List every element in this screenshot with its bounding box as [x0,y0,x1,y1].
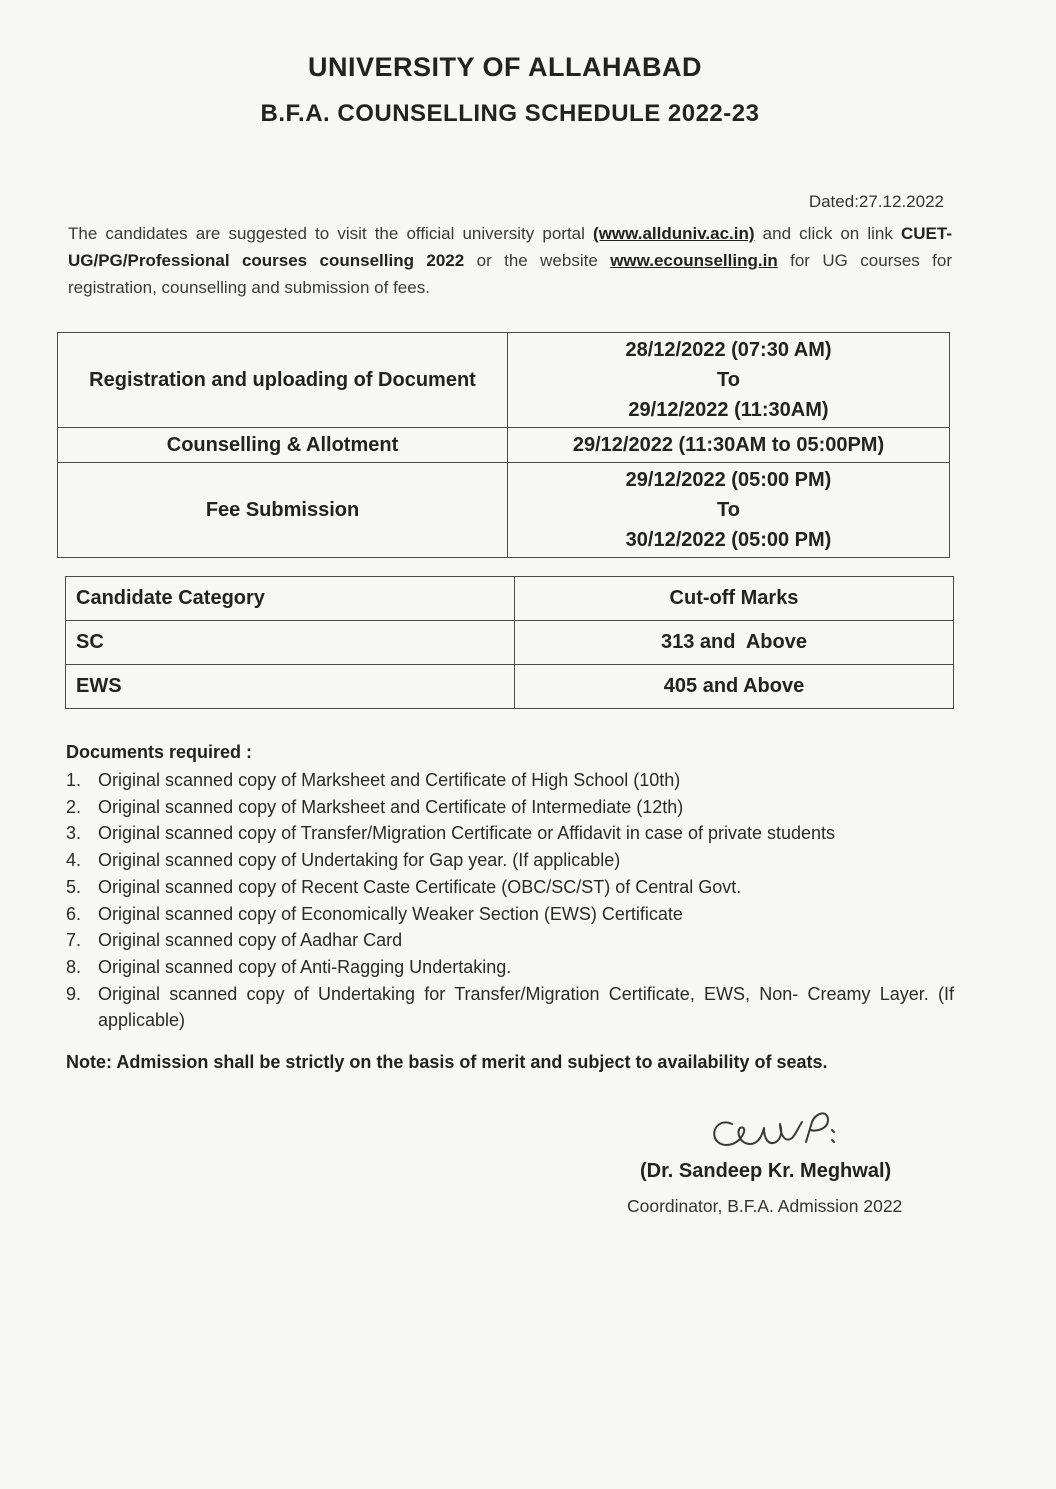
item-text: Original scanned copy of Anti-Ragging Undertaking. [98,956,512,977]
schedule-activity-label: Fee Submission [205,499,360,521]
documents-heading: Documents required : [66,742,253,762]
category-cell: EWS [66,665,515,709]
item-text: Original scanned copy of Economically Weaker Section (EWS) Certificate [98,903,683,924]
schedule-activity [58,463,508,558]
list-item [66,981,954,1034]
intro-text-2: and click on link [754,224,901,243]
counselling-link-name: CUET-UG/PG/Professional courses counselling 2022 [68,224,952,270]
item-number: 7. [66,930,82,951]
item-text: Original scanned copy of Aadhar Card [98,930,403,951]
schedule-row [58,333,950,428]
item-text: Original scanned copy of Recent Caste Certificate (OBC/SC/ST) of Central Govt. [98,876,742,897]
item-text: Original scanned copy of Undertaking for Transfer/Migration Certificate, EWS, Non- Creamy Layer. (If applicable) [98,983,954,1031]
list-item [66,874,954,901]
schedule-from: 29/12/2022 (05:00 PM) [625,469,832,491]
documents-list [66,767,954,1034]
item-number: 5. [66,876,82,897]
admission-note: Note: Admission shall be strictly on the basis of merit and subject to availability of seats. [66,1052,828,1072]
schedule-row [58,463,950,558]
category-cell: SC [66,621,515,665]
item-number: 4. [66,850,82,871]
schedule-to-separator: To [717,369,740,391]
item-number: 3. [66,823,82,844]
item-number: 9. [66,983,82,1004]
schedule-activity-label: Counselling & Allotment [166,434,399,456]
schedule-title: B.F.A. COUNSELLING SCHEDULE 2022-23 [260,100,760,127]
item-number: 1. [66,770,82,790]
item-text: Original scanned copy of Transfer/Migration Certificate or Affidavit in case of private students [98,823,836,844]
item-number: 6. [66,903,82,924]
signatory-designation: Coordinator, B.F.A. Admission 2022 [627,1196,903,1216]
item-text: Original scanned copy of Marksheet and Certificate of Intermediate (12th) [98,796,684,817]
marks-cell: 313 and Above [515,621,954,665]
list-item [66,767,954,794]
schedule-activity [58,333,508,428]
schedule-to: 30/12/2022 (05:00 PM) [625,529,832,551]
intro-text-1: The candidates are suggested to visit the official university portal [68,224,594,243]
marks-cell: 405 and Above [515,665,954,709]
list-item [66,954,954,981]
date-line: Dated:27.12.2022 [808,192,944,211]
schedule-from: 28/12/2022 (07:30 AM) [625,339,832,361]
category-header: Candidate Category [66,577,515,621]
item-text: Original scanned copy of Marksheet and Certificate of High School (10th) [98,770,681,790]
university-title: UNIVERSITY OF ALLAHABAD [307,52,702,82]
cutoff-marks-header: Cut-off Marks [515,577,954,621]
schedule-row [58,428,950,463]
item-text: Original scanned copy of Undertaking for Gap year. (If applicable) [98,850,621,871]
intro-text-4: for UG courses for registration, counselling and submission of fees. [68,251,953,297]
schedule-dates [508,333,950,428]
schedule-from: 29/12/2022 (11:30AM to 05:00PM) [572,434,885,456]
schedule-to: 29/12/2022 (11:30AM) [628,399,829,421]
item-number: 2. [66,796,82,817]
intro-text-3: or the website [464,251,611,270]
website-link[interactable]: www.ecounselling.in [610,251,778,270]
cutoff-row [66,665,954,709]
schedule-dates [508,463,950,558]
signature-image [706,1102,886,1158]
cutoff-header-row [66,577,954,621]
list-item [66,794,954,821]
list-item [66,927,954,954]
list-item [66,820,954,847]
intro-paragraph [68,220,952,301]
schedule-table [57,332,950,558]
list-item [66,901,954,928]
item-number: 8. [66,956,82,977]
schedule-activity-label: Registration and uploading of Document [89,369,476,391]
portal-link[interactable]: (www.allduniv.ac.in) [593,224,755,243]
schedule-activity [58,428,508,463]
schedule-to-separator: To [717,499,740,521]
signatory-name: (Dr. Sandeep Kr. Meghwal) [640,1160,892,1182]
schedule-dates [508,428,950,463]
cutoff-table [65,576,954,709]
cutoff-row [66,621,954,665]
list-item [66,847,954,874]
